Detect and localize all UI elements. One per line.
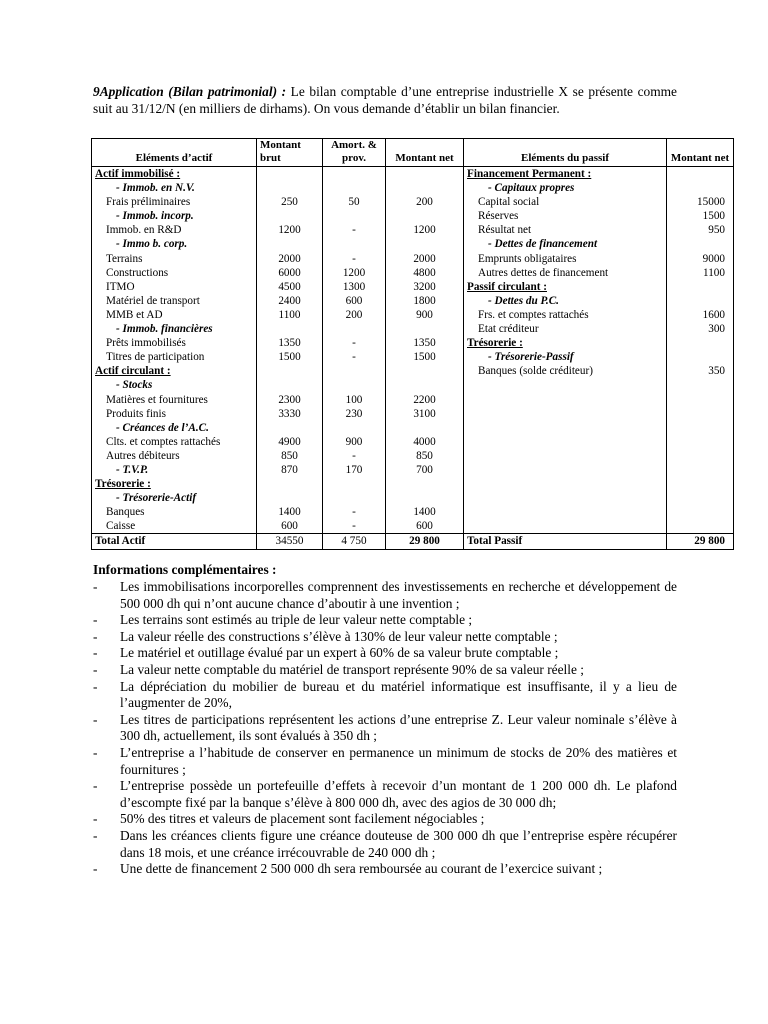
actif-brut: 1350: [257, 336, 323, 350]
actif-net: 1800: [386, 294, 464, 308]
table-body: [92, 167, 734, 550]
info-list-item: [93, 629, 677, 646]
table-row: [92, 336, 734, 350]
bullet-dash: -: [93, 811, 98, 827]
table-row: [92, 477, 734, 491]
info-text: 50% des titres et valeurs de placement sont facilement négociables ;: [120, 811, 485, 827]
total-amort: 4 750: [323, 534, 386, 549]
table-row: [92, 449, 734, 463]
actif-label: Caisse: [92, 519, 257, 534]
table-row: [92, 435, 734, 449]
header-actif: Eléments d’actif: [92, 139, 257, 167]
passif-label: [464, 463, 667, 477]
passif-net: 300: [667, 322, 734, 336]
actif-net: 2000: [386, 252, 464, 266]
actif-net: [386, 167, 464, 182]
actif-label: Terrains: [92, 252, 257, 266]
actif-label: ITMO: [92, 280, 257, 294]
actif-brut: [257, 322, 323, 336]
passif-label: [464, 477, 667, 491]
actif-brut: 1100: [257, 308, 323, 322]
actif-amort: [323, 364, 386, 378]
actif-net: 1500: [386, 350, 464, 364]
passif-net: [667, 393, 734, 407]
bullet-dash: -: [93, 778, 98, 794]
info-text: La valeur nette comptable du matériel de transport représente 90% de sa valeur réelle ;: [120, 661, 584, 677]
passif-label: [464, 505, 667, 519]
info-text: Dans les créances clients figure une créance douteuse de 300 000 dh que l’entreprise espère récupérer dans 18 mois, et une créance irrécouvrable de 240 000 dh ;: [120, 827, 677, 860]
actif-net: 3100: [386, 407, 464, 421]
actif-amort: -: [323, 505, 386, 519]
bullet-dash: -: [93, 579, 98, 594]
passif-net: 950: [667, 223, 734, 237]
passif-label: - Capitaux propres: [464, 181, 667, 195]
info-list-item: [93, 679, 677, 712]
table-row: [92, 421, 734, 435]
actif-brut: 1200: [257, 223, 323, 237]
actif-brut: [257, 421, 323, 435]
bullet-dash: -: [93, 827, 98, 843]
actif-label: Banques: [92, 505, 257, 519]
actif-net: 600: [386, 519, 464, 534]
table-row: [92, 280, 734, 294]
actif-amort: -: [323, 350, 386, 364]
actif-net: [386, 378, 464, 392]
table-row: [92, 209, 734, 223]
table-row: [92, 308, 734, 322]
header-passif: Eléments du passif: [464, 139, 667, 167]
actif-brut: [257, 477, 323, 491]
total-passif-net: 29 800: [667, 534, 734, 549]
actif-label: - Créances de l’A.C.: [92, 421, 257, 435]
total-actif-label: Total Actif: [92, 534, 257, 549]
total-passif-label: Total Passif: [464, 534, 667, 549]
info-text: Les titres de participations représentent les actions d’une entreprise Z. Leur valeur nominale s’élève à 300 dh, actuellement, ils sont évalués à 350 dh ;: [120, 711, 677, 744]
passif-label: [464, 491, 667, 505]
total-net: 29 800: [386, 534, 464, 549]
table-row: [92, 223, 734, 237]
passif-label: Trésorerie :: [464, 336, 667, 350]
actif-label: - Immob. incorp.: [92, 209, 257, 223]
actif-amort: [323, 491, 386, 505]
passif-net: [667, 421, 734, 435]
passif-net: [667, 237, 734, 251]
passif-label: [464, 519, 667, 534]
bullet-dash: -: [93, 628, 98, 644]
passif-label: [464, 421, 667, 435]
actif-brut: 600: [257, 519, 323, 534]
actif-net: 1400: [386, 505, 464, 519]
passif-net: [667, 477, 734, 491]
actif-brut: 4900: [257, 435, 323, 449]
info-list: [93, 579, 677, 878]
actif-amort: 200: [323, 308, 386, 322]
actif-amort: 900: [323, 435, 386, 449]
passif-label: Réserves: [464, 209, 667, 223]
actif-label: - Immob. en N.V.: [92, 181, 257, 195]
info-list-item: [93, 745, 677, 778]
actif-brut: 6000: [257, 266, 323, 280]
table-row: [92, 519, 734, 534]
passif-label: Etat créditeur: [464, 322, 667, 336]
info-list-item: [93, 662, 677, 679]
passif-label: Passif circulant :: [464, 280, 667, 294]
passif-net: [667, 505, 734, 519]
actif-amort: -: [323, 519, 386, 534]
header-brut: Montant brut: [257, 139, 323, 167]
actif-amort: [323, 237, 386, 251]
actif-label: Frais préliminaires: [92, 195, 257, 209]
info-text: Une dette de financement 2 500 000 dh sera remboursée au courant de l’exercice suivant ;: [120, 861, 603, 877]
passif-net: [667, 463, 734, 477]
header-net: Montant net: [386, 139, 464, 167]
passif-label: - Trésorerie-Passif: [464, 350, 667, 364]
info-title: Informations complémentaires :: [93, 562, 277, 577]
passif-net: 1100: [667, 266, 734, 280]
table-row: [92, 505, 734, 519]
actif-amort: 1300: [323, 280, 386, 294]
actif-net: 200: [386, 195, 464, 209]
actif-net: 2200: [386, 393, 464, 407]
actif-amort: -: [323, 252, 386, 266]
info-list-item: [93, 861, 677, 878]
exercise-text: Le bilan comptable d’une entreprise industrielle X se présente comme suit au 31/12/N (en milliers de dirhams). On vous demande d’établir un bilan financier.: [93, 84, 677, 116]
actif-amort: -: [323, 449, 386, 463]
actif-net: [386, 421, 464, 435]
balance-sheet-table: [91, 138, 734, 550]
info-text: La valeur réelle des constructions s’élève à 130% de leur valeur nette comptable ;: [120, 628, 558, 644]
info-text: L’entreprise possède un portefeuille d’effets à recevoir d’un montant de 1 200 000 dh. Le plafond d’escompte fixé par la banque s’élève à 800 000 dh, avec des agios de 30 000 dh;: [120, 778, 677, 810]
actif-brut: [257, 364, 323, 378]
exercise-title: 9Application (Bilan patrimonial) :: [93, 84, 287, 99]
total-brut: 34550: [257, 534, 323, 549]
info-list-item: [93, 645, 677, 662]
passif-label: Emprunts obligataires: [464, 252, 667, 266]
actif-amort: [323, 477, 386, 491]
actif-brut: [257, 181, 323, 195]
actif-net: [386, 491, 464, 505]
info-list-item: [93, 712, 677, 745]
actif-net: 850: [386, 449, 464, 463]
passif-label: Autres dettes de financement: [464, 266, 667, 280]
actif-net: 4000: [386, 435, 464, 449]
actif-brut: [257, 209, 323, 223]
actif-brut: [257, 167, 323, 182]
passif-net: [667, 435, 734, 449]
info-list-item: [93, 579, 677, 612]
table-row: [92, 393, 734, 407]
table-row: [92, 350, 734, 364]
passif-label: - Dettes du P.C.: [464, 294, 667, 308]
bullet-dash: -: [93, 645, 98, 661]
passif-net: 350: [667, 364, 734, 378]
passif-label: Capital social: [464, 195, 667, 209]
bullet-dash: -: [93, 711, 98, 727]
passif-net: [667, 491, 734, 505]
actif-brut: [257, 491, 323, 505]
passif-net: [667, 280, 734, 294]
passif-net: [667, 294, 734, 308]
actif-net: [386, 477, 464, 491]
actif-brut: 2400: [257, 294, 323, 308]
passif-label: [464, 378, 667, 392]
table-row: [92, 364, 734, 378]
actif-brut: 3330: [257, 407, 323, 421]
actif-amort: [323, 378, 386, 392]
table-row: [92, 491, 734, 505]
table-row: [92, 237, 734, 251]
actif-label: Constructions: [92, 266, 257, 280]
actif-label: Clts. et comptes rattachés: [92, 435, 257, 449]
actif-net: 1350: [386, 336, 464, 350]
actif-amort: [323, 181, 386, 195]
actif-net: [386, 237, 464, 251]
passif-label: [464, 393, 667, 407]
actif-brut: [257, 378, 323, 392]
actif-amort: -: [323, 223, 386, 237]
passif-net: [667, 407, 734, 421]
actif-amort: [323, 167, 386, 182]
passif-label: [464, 407, 667, 421]
actif-brut: 1400: [257, 505, 323, 519]
passif-net: [667, 378, 734, 392]
actif-label: Trésorerie :: [92, 477, 257, 491]
table-row: [92, 266, 734, 280]
actif-amort: 170: [323, 463, 386, 477]
table-row: [92, 252, 734, 266]
table-row: [92, 322, 734, 336]
actif-net: [386, 322, 464, 336]
passif-net: [667, 449, 734, 463]
passif-net: [667, 181, 734, 195]
actif-label: - Stocks: [92, 378, 257, 392]
header-passif-net: Montant net: [667, 139, 734, 167]
actif-amort: -: [323, 336, 386, 350]
passif-label: Financement Permanent :: [464, 167, 667, 182]
actif-net: 3200: [386, 280, 464, 294]
total-row: [92, 534, 734, 549]
actif-label: - Trésorerie-Actif: [92, 491, 257, 505]
actif-amort: 100: [323, 393, 386, 407]
actif-net: [386, 209, 464, 223]
info-text: Les immobilisations incorporelles comprennent des investissements en recherche et développement de 500 000 dh qui n’ont aucune chance d’aboutir à une invention ;: [120, 579, 677, 611]
info-text: L’entreprise a l’habitude de conserver en permanence un minimum de stocks de 20% des matières et fournitures ;: [120, 744, 677, 777]
info-list-item: [93, 612, 677, 629]
actif-brut: 870: [257, 463, 323, 477]
actif-amort: 600: [323, 294, 386, 308]
passif-net: [667, 350, 734, 364]
passif-label: Frs. et comptes rattachés: [464, 308, 667, 322]
table-row: [92, 463, 734, 477]
actif-label: - T.V.P.: [92, 463, 257, 477]
actif-net: 4800: [386, 266, 464, 280]
actif-brut: 2000: [257, 252, 323, 266]
actif-brut: 4500: [257, 280, 323, 294]
actif-net: 1200: [386, 223, 464, 237]
actif-label: Actif circulant :: [92, 364, 257, 378]
passif-label: [464, 435, 667, 449]
passif-net: [667, 336, 734, 350]
actif-amort: 1200: [323, 266, 386, 280]
table-row: [92, 167, 734, 182]
passif-net: [667, 167, 734, 182]
actif-brut: 1500: [257, 350, 323, 364]
passif-label: Banques (solde créditeur): [464, 364, 667, 378]
passif-net: 9000: [667, 252, 734, 266]
actif-label: Prêts immobilisés: [92, 336, 257, 350]
info-list-item: [93, 778, 677, 811]
actif-amort: 230: [323, 407, 386, 421]
bullet-dash: -: [93, 744, 98, 760]
actif-label: Autres débiteurs: [92, 449, 257, 463]
actif-label: Actif immobilisé :: [92, 167, 257, 182]
actif-brut: [257, 237, 323, 251]
actif-label: - Immo b. corp.: [92, 237, 257, 251]
info-text: La dépréciation du mobilier de bureau et du matériel informatique est insuffisante, il y a lieu de l’augmenter de 20%,: [120, 678, 677, 711]
table-row: [92, 181, 734, 195]
bullet-dash: -: [93, 861, 98, 877]
actif-net: [386, 181, 464, 195]
info-text: Le matériel et outillage évalué par un expert à 60% de sa valeur brute comptable ;: [120, 645, 559, 661]
table-row: [92, 378, 734, 392]
passif-net: 15000: [667, 195, 734, 209]
info-text: Les terrains sont estimés au triple de leur valeur nette comptable ;: [120, 612, 473, 628]
passif-net: 1500: [667, 209, 734, 223]
passif-net: [667, 519, 734, 534]
info-list-item: [93, 811, 677, 828]
header-amort: Amort. & prov.: [323, 139, 386, 167]
bullet-dash: -: [93, 678, 98, 694]
actif-label: - Immob. financières: [92, 322, 257, 336]
table-header-row: [92, 139, 734, 167]
actif-amort: 50: [323, 195, 386, 209]
passif-net: 1600: [667, 308, 734, 322]
actif-brut: 850: [257, 449, 323, 463]
table-row: [92, 195, 734, 209]
actif-label: Matières et fournitures: [92, 393, 257, 407]
actif-label: Immob. en R&D: [92, 223, 257, 237]
actif-label: MMB et AD: [92, 308, 257, 322]
passif-label: [464, 449, 667, 463]
bullet-dash: -: [93, 661, 98, 677]
actif-net: 700: [386, 463, 464, 477]
actif-amort: [323, 322, 386, 336]
table-row: [92, 294, 734, 308]
passif-label: - Dettes de financement: [464, 237, 667, 251]
info-list-item: [93, 828, 677, 861]
actif-brut: 2300: [257, 393, 323, 407]
passif-label: Résultat net: [464, 223, 667, 237]
actif-net: [386, 364, 464, 378]
actif-amort: [323, 421, 386, 435]
exercise-statement: [93, 84, 677, 117]
actif-label: Matériel de transport: [92, 294, 257, 308]
bullet-dash: -: [93, 612, 98, 628]
actif-label: Produits finis: [92, 407, 257, 421]
actif-label: Titres de participation: [92, 350, 257, 364]
table-row: [92, 407, 734, 421]
actif-net: 900: [386, 308, 464, 322]
actif-amort: [323, 209, 386, 223]
actif-brut: 250: [257, 195, 323, 209]
